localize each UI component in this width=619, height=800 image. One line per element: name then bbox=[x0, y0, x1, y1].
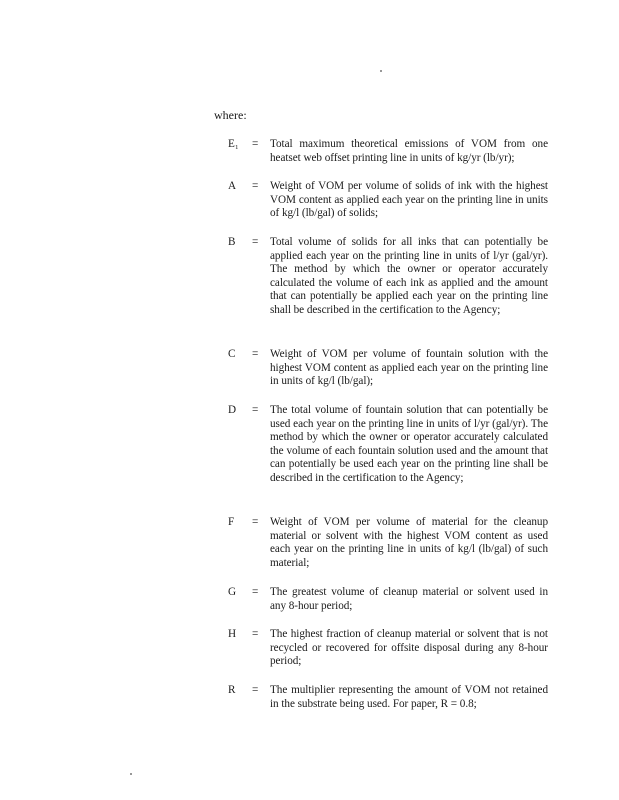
definition-text: Total maximum theoretical emissions of VOM from one heatset web offset printing line in units of kg/yr (lb/yr); bbox=[270, 138, 548, 164]
definition-symbol: A bbox=[228, 180, 237, 192]
definition-symbol: G bbox=[228, 586, 237, 598]
page-mark-bottom bbox=[130, 773, 132, 775]
definition-text: Total volume of solids for all inks that can potentially be applied each year on the printing line in units of l/yr (gal/yr). The method by which the owner or operator accurately calculated the volume of each ink as applied and the amount that can potentially be applied each year on the printing line shall be described in the certification to the Agency; bbox=[270, 236, 548, 316]
equals-sign: = bbox=[252, 586, 259, 598]
definition-text: The multiplier representing the amount of VOM not retained in the substrate being used. For paper, R = 0.8; bbox=[270, 684, 548, 710]
equals-sign: = bbox=[252, 516, 259, 528]
page-mark-top bbox=[380, 70, 382, 72]
equals-sign: = bbox=[252, 684, 259, 696]
definition-symbol: D bbox=[228, 404, 237, 416]
equals-sign: = bbox=[252, 236, 259, 248]
equals-sign: = bbox=[252, 180, 259, 192]
definition-symbol: H bbox=[228, 628, 237, 640]
definition-symbol: C bbox=[228, 348, 236, 360]
equals-sign: = bbox=[252, 348, 259, 360]
definition-text: The highest fraction of cleanup material or solvent that is not recycled or recovered for offsite disposal during any 8-hour period; bbox=[270, 628, 548, 668]
definition-symbol: R bbox=[228, 684, 236, 696]
definition-text: The total volume of fountain solution that can potentially be used each year on the printing line in units of l/yr (gal/yr). The method by which the owner or operator accurately calculated the volume of each fountain solution used and the amount that can potentially be used each year on the printing line shall be described in the certification to the Agency; bbox=[270, 404, 548, 484]
intro-text: where: bbox=[214, 108, 247, 122]
equals-sign: = bbox=[252, 138, 259, 150]
definition-text: The greatest volume of cleanup material or solvent used in any 8-hour period; bbox=[270, 586, 548, 612]
definition-text: Weight of VOM per volume of material for the cleanup material or solvent with the highest VOM content as used each year on the printing line in units of kg/l (lb/gal) of such material; bbox=[270, 516, 548, 569]
definition-symbol: F bbox=[228, 516, 235, 528]
definition-symbol: B bbox=[228, 236, 236, 248]
definition-symbol: E₁ bbox=[228, 138, 239, 150]
definition-text: Weight of VOM per volume of solids of ink with the highest VOM content as applied each year on the printing line in units of kg/l (lb/gal) of solids; bbox=[270, 180, 548, 220]
equals-sign: = bbox=[252, 628, 259, 640]
definition-text: Weight of VOM per volume of fountain solution with the highest VOM content as applied each year on the printing line in units of kg/l (lb/gal); bbox=[270, 348, 548, 388]
equals-sign: = bbox=[252, 404, 259, 416]
